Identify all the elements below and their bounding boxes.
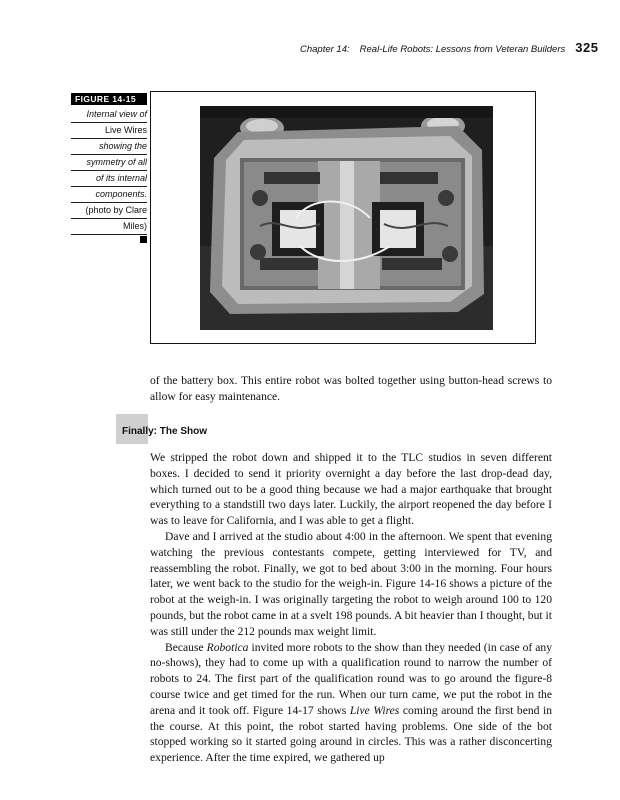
caption-line: of its internal [71, 171, 147, 187]
section-body [150, 450, 552, 766]
caption-end-marker [140, 236, 147, 243]
caption-line: components. [71, 187, 147, 203]
caption-line: (photo by Clare [71, 203, 147, 219]
paragraph: of the battery box. This entire robot was bolted together using button-head screws to allow for easy maintenance. [150, 374, 552, 403]
paragraph: Dave and I arrived at the studio about 4:00 in the afternoon. We spent that evening watching the previous contestants compete, getting interviewed for TV, and reassembling the robot. Finally, we got to bed about 3:00 in the morning. Four hours later, we went back to the studio for the weigh-in. Figure 14-16 shows a picture of the robot at the weigh-in. I was originally targeting the robot to weigh around 100 to 120 pounds, but the robot came in at a svelt 198 pounds. A bit heavier than I thought, but it was still under the 212 pounds max weight limit. [150, 529, 552, 638]
intro-paragraph [150, 373, 552, 405]
section-heading: Finally: The Show [122, 426, 208, 437]
caption-line: Internal view of [71, 107, 147, 123]
italic-title: Robotica [206, 640, 249, 654]
caption-line: showing the [71, 139, 147, 155]
figure-label: FIGURE 14-15 [71, 93, 147, 105]
figure-caption [71, 107, 147, 235]
text-run: invited more robots to the show than they needed (in case of any no-shows), they had to come up with a qualification round to narrow the number of robots to 24. The first part of the qualification round was to go around the figure-8 course twice and get timed for the run. When our turn came, we put the robot in the arena and it took off. Figure 14-17 shows [150, 640, 552, 717]
caption-line: symmetry of all [71, 155, 147, 171]
text-run: Because [165, 640, 207, 654]
paragraph: We stripped the robot down and shipped it to the TLC studios in seven different boxes. I decided to send it priority overnight a day before the last drop-dead day, which turned out to be a good thing because we had a major earthquake that brought everything to a standstill two days later. Luckily, the airport reopened the day before I was to leave for California, and I was able to get a flight. [150, 451, 552, 528]
running-header [300, 40, 599, 56]
paragraph [150, 640, 552, 766]
page-number: 325 [575, 40, 599, 55]
robot-internal-photo [200, 106, 493, 330]
chapter-title: Real-Life Robots: Lessons from Veteran Builders [359, 44, 566, 55]
chapter-label: Chapter 14: [300, 44, 350, 55]
caption-line: Live Wires [71, 123, 147, 139]
text-run: coming around the first bend in the course. At this point, the robot started having problems. One side of the bot stopped working so it started going around in circles. This was a rather disconcerting experience. After the time expired, we gathered up [150, 703, 553, 765]
italic-title: Live Wires [349, 703, 400, 717]
figure-photo-frame [150, 91, 536, 344]
caption-line: Miles) [71, 219, 147, 235]
